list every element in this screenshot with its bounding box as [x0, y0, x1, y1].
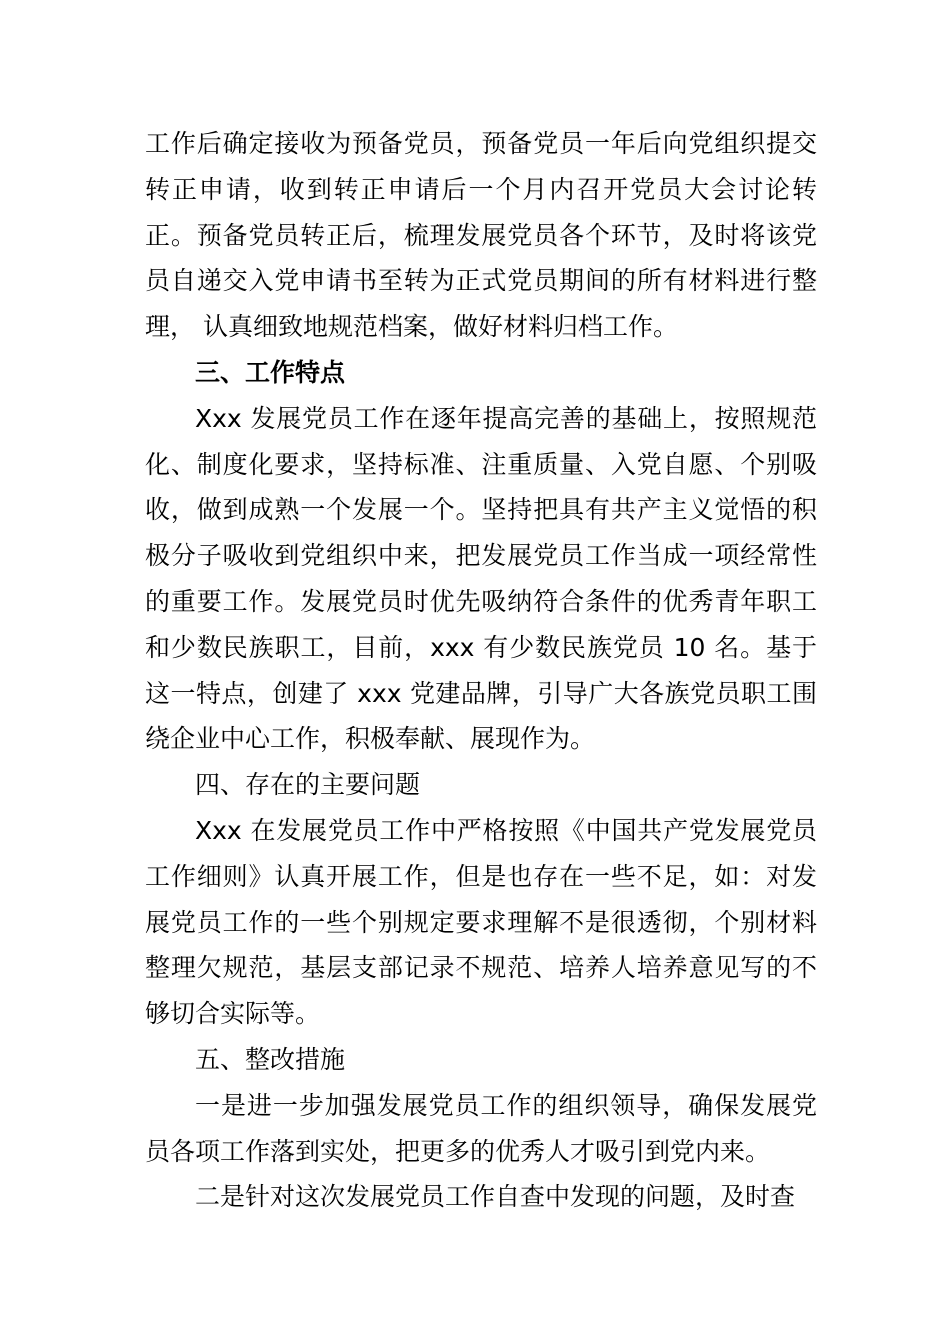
paragraph-problems: Xxx 在发展党员工作中严格按照《中国共产党发展党员工作细则》认真开展工作，但是也存在一些不足，如：对发展党员工作的一些个别规定要求理解不是很透彻，个别材料整理欠规范，基层支部记录不规范、培养人培养意见写的不够切合实际等。: [145, 815, 817, 1029]
section-heading-measures: 五、整改措施: [195, 1044, 346, 1074]
paragraph-continuation: 工作后确定接收为预备党员，预备党员一年后向党组织提交转正申请，收到转正申请后一个月内召开党员大会讨论转正。预备党员转正后，梳理发展党员各个环节，及时将该党员自递交入党申请书至转为正式党员期间的所有材料进行整理， 认真细致地规范档案，做好材料归档工作。: [145, 129, 817, 342]
paragraph-measure-two: 二是针对这次发展党员工作自查中发现的问题，及时查: [195, 1182, 796, 1212]
section-heading-features: 三、工作特点: [195, 357, 346, 387]
paragraph-features: Xxx 发展党员工作在逐年提高完善的基础上，按照规范化、制度化要求，坚持标准、注重质量、入党自愿、个别吸收，做到成熟一个发展一个。坚持把具有共产主义觉悟的积极分子吸收到党组织中来，把发展党员工作当成一项经常性的重要工作。发展党员时优先吸纳符合条件的优秀青年职工和少数民族职工，目前，xxx 有少数民族党员 10 名。基于这一特点，创建了 xxx 党建品牌，引导广大各族党员职工围绕企业中心工作，积极奉献、展现作为。: [145, 403, 817, 754]
paragraph-measure-one: 一是进一步加强发展党员工作的组织领导，确保发展党员各项工作落到实处，把更多的优秀人才吸引到党内来。: [145, 1090, 817, 1166]
document-body: [145, 121, 817, 1220]
section-heading-problems: 四、存在的主要问题: [195, 770, 421, 800]
